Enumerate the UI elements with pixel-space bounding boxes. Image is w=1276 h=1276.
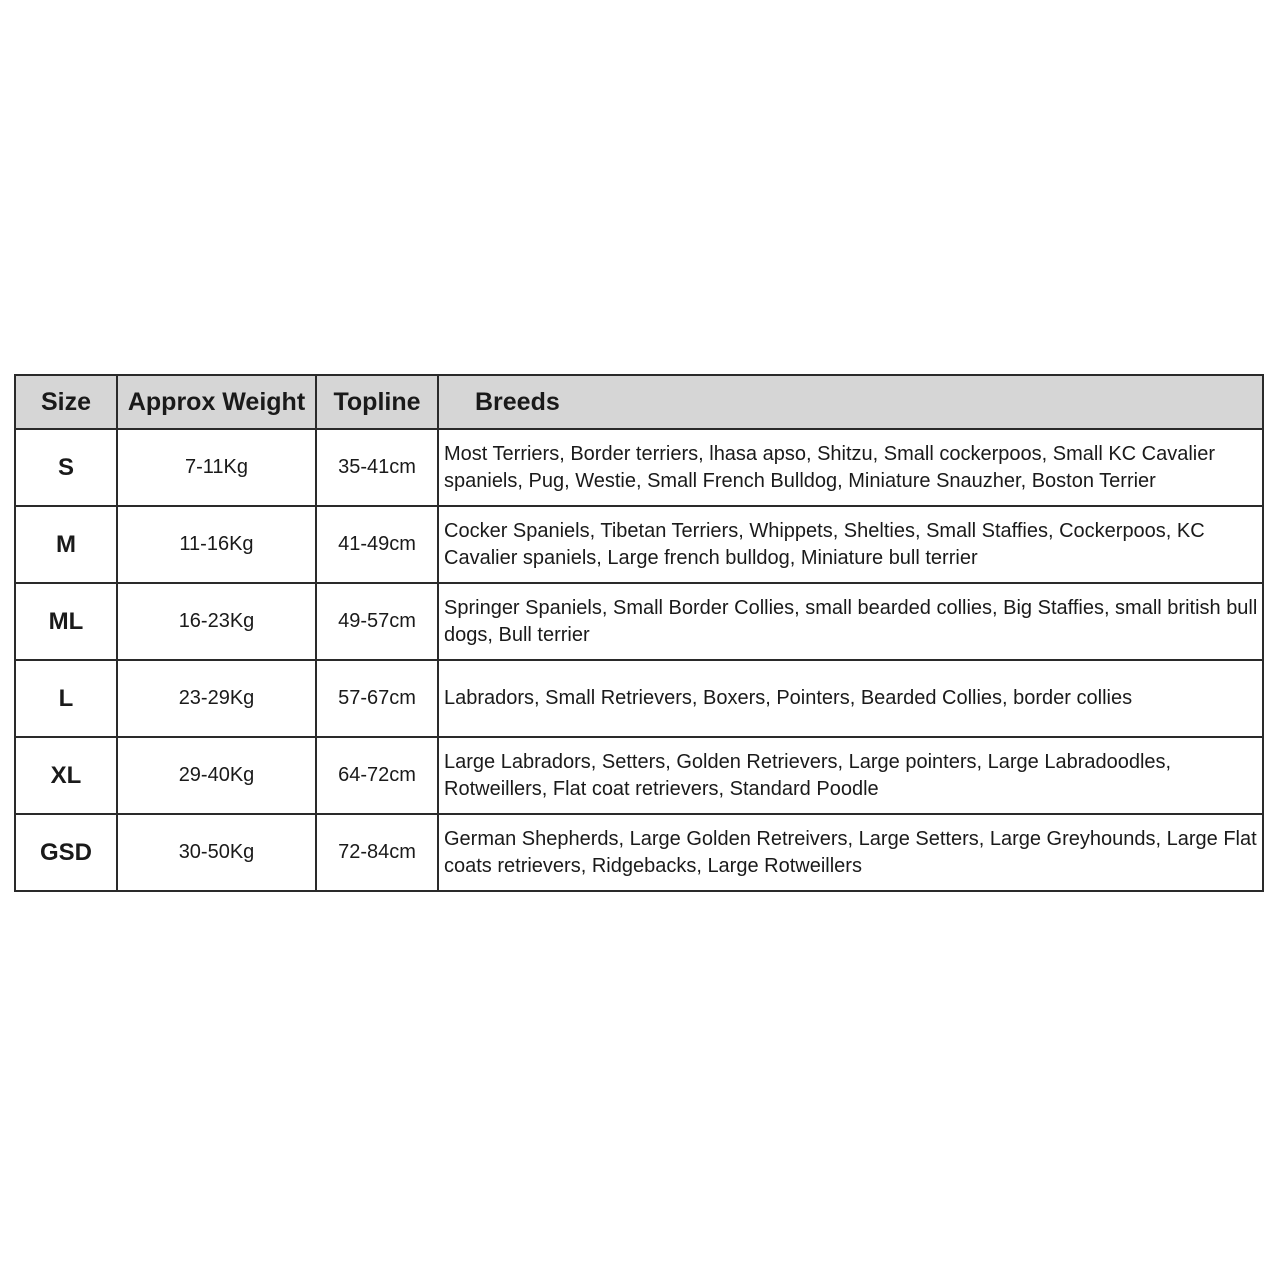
weight-cell: 7-11Kg [117,429,316,506]
size-cell: S [15,429,117,506]
topline-cell: 57-67cm [316,660,438,737]
size-cell: XL [15,737,117,814]
breeds-cell: Labradors, Small Retrievers, Boxers, Pointers, Bearded Collies, border collies [438,660,1263,737]
header-size: Size [15,375,117,429]
header-approx-weight: Approx Weight [117,375,316,429]
header-row [15,375,1263,429]
topline-cell: 35-41cm [316,429,438,506]
table-row [15,506,1263,583]
topline-cell: 72-84cm [316,814,438,891]
header-topline: Topline [316,375,438,429]
weight-cell: 23-29Kg [117,660,316,737]
topline-cell: 49-57cm [316,583,438,660]
weight-cell: 29-40Kg [117,737,316,814]
table-row [15,429,1263,506]
table-row [15,737,1263,814]
breeds-cell: German Shepherds, Large Golden Retreivers, Large Setters, Large Greyhounds, Large Flat coats retrievers, Ridgebacks, Large Rotweillers [438,814,1263,891]
size-cell: M [15,506,117,583]
weight-cell: 30-50Kg [117,814,316,891]
breeds-cell: Most Terriers, Border terriers, lhasa apso, Shitzu, Small cockerpoos, Small KC Cavalier spaniels, Pug, Westie, Small French Bulldog, Miniature Snauzher, Boston Terrier [438,429,1263,506]
weight-cell: 11-16Kg [117,506,316,583]
table-row [15,814,1263,891]
size-chart-table [14,374,1264,892]
header-breeds: Breeds [438,375,1263,429]
weight-cell: 16-23Kg [117,583,316,660]
breeds-cell: Springer Spaniels, Small Border Collies, small bearded collies, Big Staffies, small british bull dogs, Bull terrier [438,583,1263,660]
topline-cell: 41-49cm [316,506,438,583]
size-cell: GSD [15,814,117,891]
table-row [15,583,1263,660]
size-cell: L [15,660,117,737]
size-cell: ML [15,583,117,660]
table-row [15,660,1263,737]
breeds-cell: Large Labradors, Setters, Golden Retrievers, Large pointers, Large Labradoodles, Rotweillers, Flat coat retrievers, Standard Poodle [438,737,1263,814]
breeds-cell: Cocker Spaniels, Tibetan Terriers, Whippets, Shelties, Small Staffies, Cockerpoos, KC Cavalier spaniels, Large french bulldog, Miniature bull terrier [438,506,1263,583]
topline-cell: 64-72cm [316,737,438,814]
